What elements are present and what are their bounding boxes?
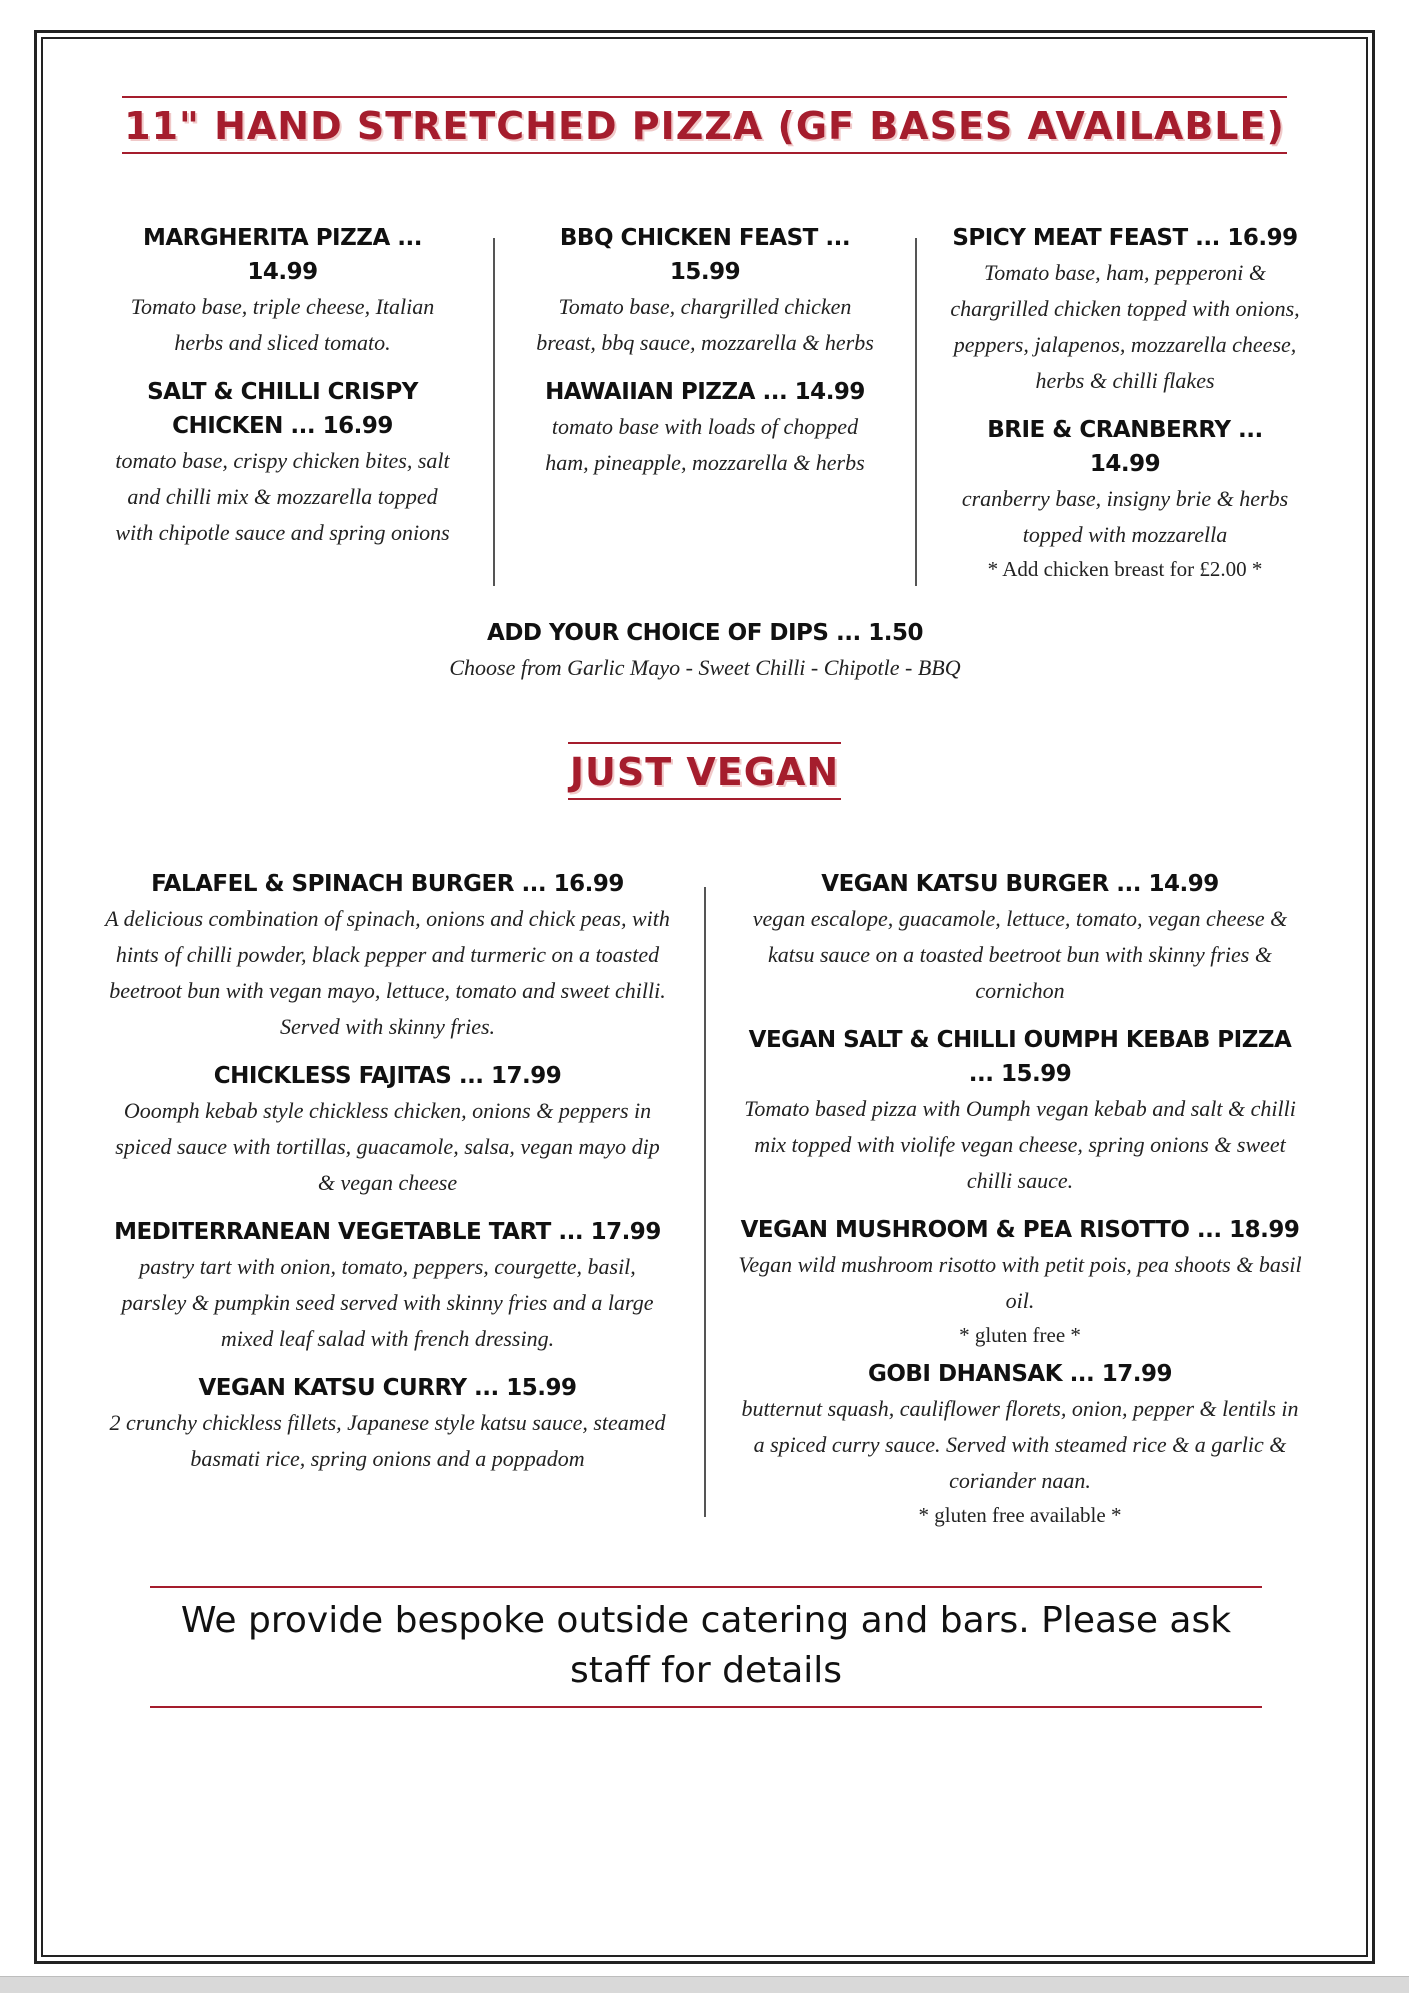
dips-description: Choose from Garlic Mayo - Sweet Chilli - Chipotle - BBQ — [449, 655, 961, 680]
pizza-column-1 — [110, 221, 455, 551]
item-title: GOBI DHANSAK ... 17.99 — [867, 1361, 1173, 1387]
menu-item — [950, 221, 1300, 399]
item-title: SALT & CHILLI CRISPY CHICKEN ... 16.99 — [147, 379, 418, 439]
item-description: Tomato base, chargrilled chicken breast, bbq sauce, mozzarella & herbs — [536, 294, 874, 355]
dips-block — [300, 616, 1110, 686]
pizza-section-heading — [0, 96, 1409, 154]
dips-title: ADD YOUR CHOICE OF DIPS ... 1.50 — [487, 620, 923, 646]
vegan-heading-text: JUST VEGAN — [568, 742, 841, 800]
pizza-column-2 — [530, 221, 880, 481]
item-description: cranberry base, insigny brie & herbs topped with mozzarella — [961, 486, 1289, 547]
footer — [150, 1586, 1262, 1708]
item-note: * gluten free available * — [918, 1503, 1122, 1527]
menu-item — [735, 1023, 1305, 1199]
item-title: CHICKLESS FAJITAS ... 17.99 — [213, 1063, 562, 1089]
vegan-column-1 — [105, 867, 670, 1477]
menu-item — [105, 1371, 670, 1477]
menu-item — [530, 221, 880, 361]
item-description: 2 crunchy chickless fillets, Japanese style katsu sauce, steamed basmati rice, spring onions and a poppadom — [109, 1410, 666, 1471]
item-title: VEGAN SALT & CHILLI OUMPH KEBAB PIZZA ... 15.99 — [748, 1027, 1292, 1087]
column-divider — [493, 238, 495, 586]
bottom-strip — [0, 1976, 1409, 1993]
item-title: VEGAN MUSHROOM & PEA RISOTTO ... 18.99 — [740, 1217, 1300, 1243]
item-title: VEGAN KATSU BURGER ... 14.99 — [821, 871, 1219, 897]
menu-item — [110, 375, 455, 551]
item-title: SPICY MEAT FEAST ... 16.99 — [952, 225, 1298, 251]
item-title: FALAFEL & SPINACH BURGER ... 16.99 — [151, 871, 624, 897]
footer-text: We provide bespoke outside catering and bars. Please ask staff for details — [180, 1600, 1232, 1691]
item-title: MEDITERRANEAN VEGETABLE TART ... 17.99 — [114, 1219, 661, 1245]
vegan-column-2 — [735, 867, 1305, 1531]
vegan-section-heading — [0, 742, 1409, 800]
item-description: Vegan wild mushroom risotto with petit pois, pea shoots & basil oil. — [738, 1252, 1302, 1313]
menu-item — [110, 221, 455, 361]
menu-item — [735, 867, 1305, 1009]
item-description: Tomato base, ham, pepperoni & chargrilled chicken topped with onions, peppers, jalapenos, mozzarella cheese, herbs & chilli flakes — [950, 260, 1300, 393]
item-title: BBQ CHICKEN FEAST ... 15.99 — [559, 225, 851, 285]
item-description: butternut squash, cauliflower florets, onion, pepper & lentils in a spiced curry sauce. Served with steamed rice & a garlic & coriander naan. — [741, 1396, 1299, 1493]
menu-item — [735, 1213, 1305, 1351]
item-description: pastry tart with onion, tomato, peppers, courgette, basil, parsley & pumpkin seed served with skinny fries and a large mixed leaf salad with french dressing. — [121, 1254, 654, 1351]
item-description: vegan escalope, guacamole, lettuce, tomato, vegan cheese & katsu sauce on a toasted beetroot bun with skinny fries & cornichon — [752, 906, 1288, 1003]
item-title: VEGAN KATSU CURRY ... 15.99 — [198, 1375, 577, 1401]
item-description: tomato base with loads of chopped ham, pineapple, mozzarella & herbs — [545, 414, 865, 475]
menu-item — [105, 867, 670, 1045]
column-divider — [915, 238, 917, 586]
item-description: tomato base, crispy chicken bites, salt and chilli mix & mozzarella topped with chipotle sauce and spring onions — [115, 448, 450, 545]
menu-item — [105, 1215, 670, 1357]
item-description: Ooomph kebab style chickless chicken, onions & peppers in spiced sauce with tortillas, guacamole, salsa, vegan mayo dip & vegan cheese — [115, 1098, 660, 1195]
pizza-column-3 — [950, 221, 1300, 585]
item-note: * Add chicken breast for £2.00 * — [987, 557, 1263, 581]
menu-item — [735, 1357, 1305, 1531]
item-title: BRIE & CRANBERRY ... 14.99 — [987, 417, 1263, 477]
footer-rule-bottom — [150, 1706, 1262, 1708]
item-description: Tomato based pizza with Oumph vegan kebab and salt & chilli mix topped with violife vegan cheese, spring onions & sweet chilli sauce. — [744, 1096, 1296, 1193]
item-title: HAWAIIAN PIZZA ... 14.99 — [545, 379, 865, 405]
menu-item — [530, 375, 880, 481]
item-description: A delicious combination of spinach, onions and chick peas, with hints of chilli powder, black pepper and turmeric on a toasted beetroot bun with vegan mayo, lettuce, tomato and sweet chilli. Served with skinny fries. — [105, 906, 670, 1039]
menu-item — [950, 413, 1300, 585]
menu-item — [105, 1059, 670, 1201]
item-title: MARGHERITA PIZZA ... 14.99 — [142, 225, 422, 285]
column-divider — [704, 887, 706, 1517]
item-description: Tomato base, triple cheese, Italian herbs and sliced tomato. — [130, 294, 435, 355]
item-note: * gluten free * — [959, 1323, 1081, 1347]
pizza-heading-text: 11" HAND STRETCHED PIZZA (GF BASES AVAILABLE) — [122, 96, 1287, 154]
